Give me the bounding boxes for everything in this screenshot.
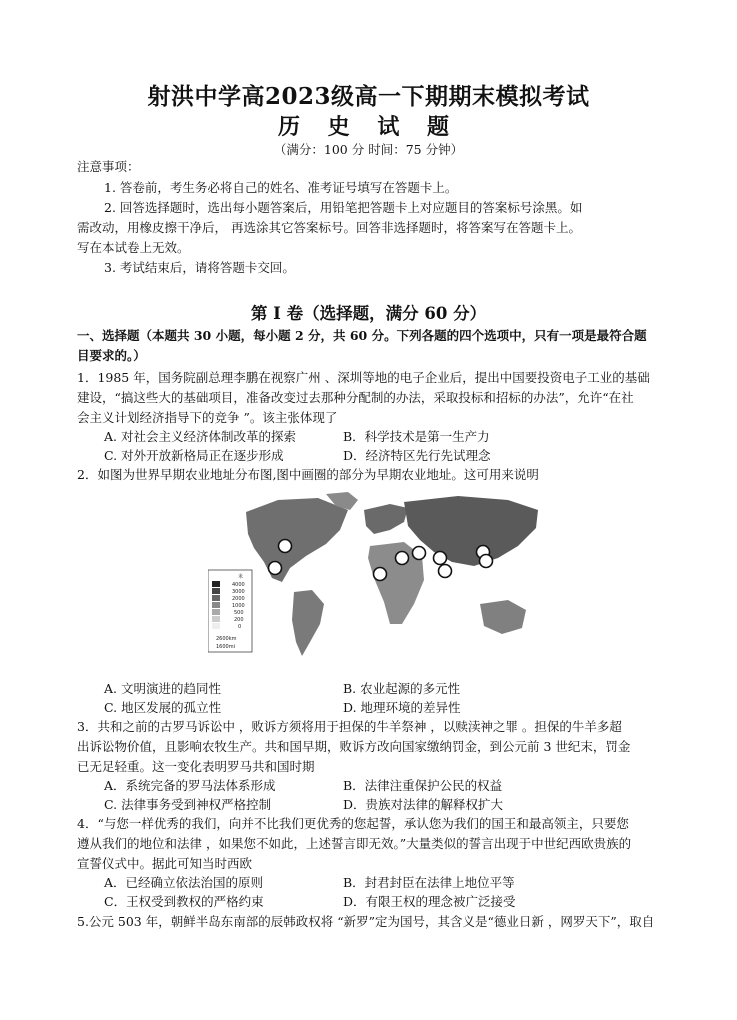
- exam-title: 射洪中学高2023级高一下期期末模拟考试: [147, 83, 590, 110]
- q4-stem-line-2: 遵从我们的地位和法律 ，如果您不如此，上述誓言即无效。”大量类似的誓言出现于中世纪西欧贵族的: [77, 836, 632, 851]
- legend-value: 1000: [232, 603, 245, 609]
- q1-option-c: C. 对外开放新格局正在逐步形成: [104, 448, 284, 463]
- q4-stem-line-1: 4．“与您一样优秀的我们，向并不比我们更优秀的您起誓，承认您为我们的国王和最高领主，只要您: [77, 816, 629, 831]
- q2-option-d: D. 地理环境的差异性: [343, 700, 461, 715]
- q1-option-b: B．科学技术是第一生产力: [343, 429, 490, 444]
- section-instruction-line-1: 一、选择题（本题共 30 小题，每小题 2 分，共 60 分。下列各题的四个选项中，只有一项是最符合题: [77, 328, 647, 343]
- agriculture-site-marker: [279, 540, 292, 553]
- q5-stem-line-1: 5.公元 503 年，朝鲜半岛东南部的辰韩政权将 “新罗”定为国号，其含义是“德业日新 ，网罗天下”，取自: [77, 914, 655, 929]
- q1-stem-line-1: 1．1985 年，国务院副总理李鹏在视察广州 、深圳等地的电子企业后，提出中国要投资电子工业的基础: [77, 370, 650, 385]
- q3-stem-line-3: 已无足轻重。这一变化表明罗马共和国时期: [77, 759, 315, 774]
- notice-item-2-line-2: 需改动，用橡皮擦干净后， 再选涂其它答案标号。回答非选择题时，将答案写在答题卡上。: [77, 220, 581, 235]
- legend-swatch: [212, 595, 220, 601]
- agriculture-site-marker: [374, 568, 387, 581]
- notice-item-1: 1. 答卷前，考生务必将自己的姓名、准考证号填写在答题卡上。: [104, 180, 458, 195]
- q1-stem-line-2: 建设，“搞这些大的基础项目，准备改变过去那种分配制的办法，采取投标和招标的办法”，允许“在社: [77, 390, 634, 405]
- section-title: 第 I 卷（选择题，满分 60 分）: [250, 304, 487, 323]
- q1-option-d: D．经济特区先行先试理念: [343, 448, 491, 463]
- q3-option-d: D．贵族对法律的解释权扩大: [343, 797, 504, 812]
- subject-title: 历 史 试 题: [278, 114, 459, 140]
- agriculture-site-marker: [439, 565, 452, 578]
- q1-option-a: A. 对社会主义经济体制改革的探索: [104, 429, 296, 444]
- legend-scale-km: 2600km: [216, 636, 237, 642]
- q1-stem-line-3: 会主义计划经济指导下的竞争 ”。该主张体现了: [77, 410, 338, 425]
- q4-option-c: C．王权受到教权的严格约束: [104, 894, 264, 909]
- notice-item-3: 3. 考试结束后，请将答题卡交回。: [104, 260, 295, 275]
- q3-option-b: B．法律注重保护公民的权益: [343, 778, 503, 793]
- q4-option-b: B．封君封臣在法律上地位平等: [343, 875, 515, 890]
- legend-swatch: [212, 609, 220, 615]
- legend-swatch: [212, 581, 220, 587]
- agriculture-site-marker: [269, 562, 282, 575]
- legend-value: 2000: [232, 596, 245, 602]
- exam-meta: （满分：100 分 时间：75 分钟）: [273, 142, 464, 157]
- q2-option-b: B. 农业起源的多元性: [343, 681, 461, 696]
- world-agriculture-map: [208, 492, 553, 667]
- legend-value: 4000: [232, 582, 245, 588]
- agriculture-site-marker: [413, 547, 426, 560]
- legend-scale-mi: 1600mi: [216, 644, 235, 650]
- section-instruction-line-2: 目要求的。）: [77, 348, 146, 363]
- q4-stem-line-3: 宣誓仪式中。据此可知当时西欧: [77, 856, 253, 871]
- agriculture-site-marker: [480, 555, 493, 568]
- q2-stem: 2．如图为世界早期农业地址分布图,图中画圈的部分为早期农业地址。这可用来说明: [77, 467, 539, 482]
- legend-swatch: [212, 602, 220, 608]
- notice-item-2-line-1: 2. 回答选择题时，选出每小题答案后，用铅笔把答题卡上对应题目的答案标号涂黑。如: [104, 200, 583, 215]
- agriculture-site-marker: [434, 552, 447, 565]
- notice-heading: 注意事项：: [77, 159, 140, 174]
- legend-value: 500: [234, 610, 244, 616]
- q2-option-c: C. 地区发展的孤立性: [104, 700, 222, 715]
- q3-option-a: A．系统完备的罗马法体系形成: [104, 778, 276, 793]
- q3-option-c: C. 法律事务受到神权严格控制: [104, 797, 272, 812]
- q4-option-a: A．已经确立依法治国的原则: [104, 875, 264, 890]
- q3-stem-line-1: 3．共和之前的古罗马诉讼中 ，败诉方须将用于担保的牛羊祭神 ，以赎渎神之罪 。担保的牛羊多超: [77, 719, 622, 734]
- legend-unit-label: 米: [238, 574, 244, 580]
- legend-swatches: [212, 581, 220, 629]
- legend-swatch: [212, 616, 220, 622]
- notice-item-2-line-3: 写在本试卷上无效。: [77, 240, 190, 255]
- legend-swatch: [212, 623, 220, 629]
- legend-swatch: [212, 588, 220, 594]
- q3-stem-line-2: 出诉讼物价值，且影响农牧生产。共和国早期，败诉方改向国家缴纳罚金，到公元前 3 世纪末，罚金: [77, 739, 631, 754]
- agriculture-site-marker: [396, 552, 409, 565]
- legend-value: 200: [234, 617, 244, 623]
- legend-value: 0: [238, 624, 242, 630]
- q2-option-a: A. 文明演进的趋同性: [104, 681, 221, 696]
- q4-option-d: D．有限王权的理念被广泛接受: [343, 894, 516, 909]
- legend-value: 3000: [232, 589, 245, 595]
